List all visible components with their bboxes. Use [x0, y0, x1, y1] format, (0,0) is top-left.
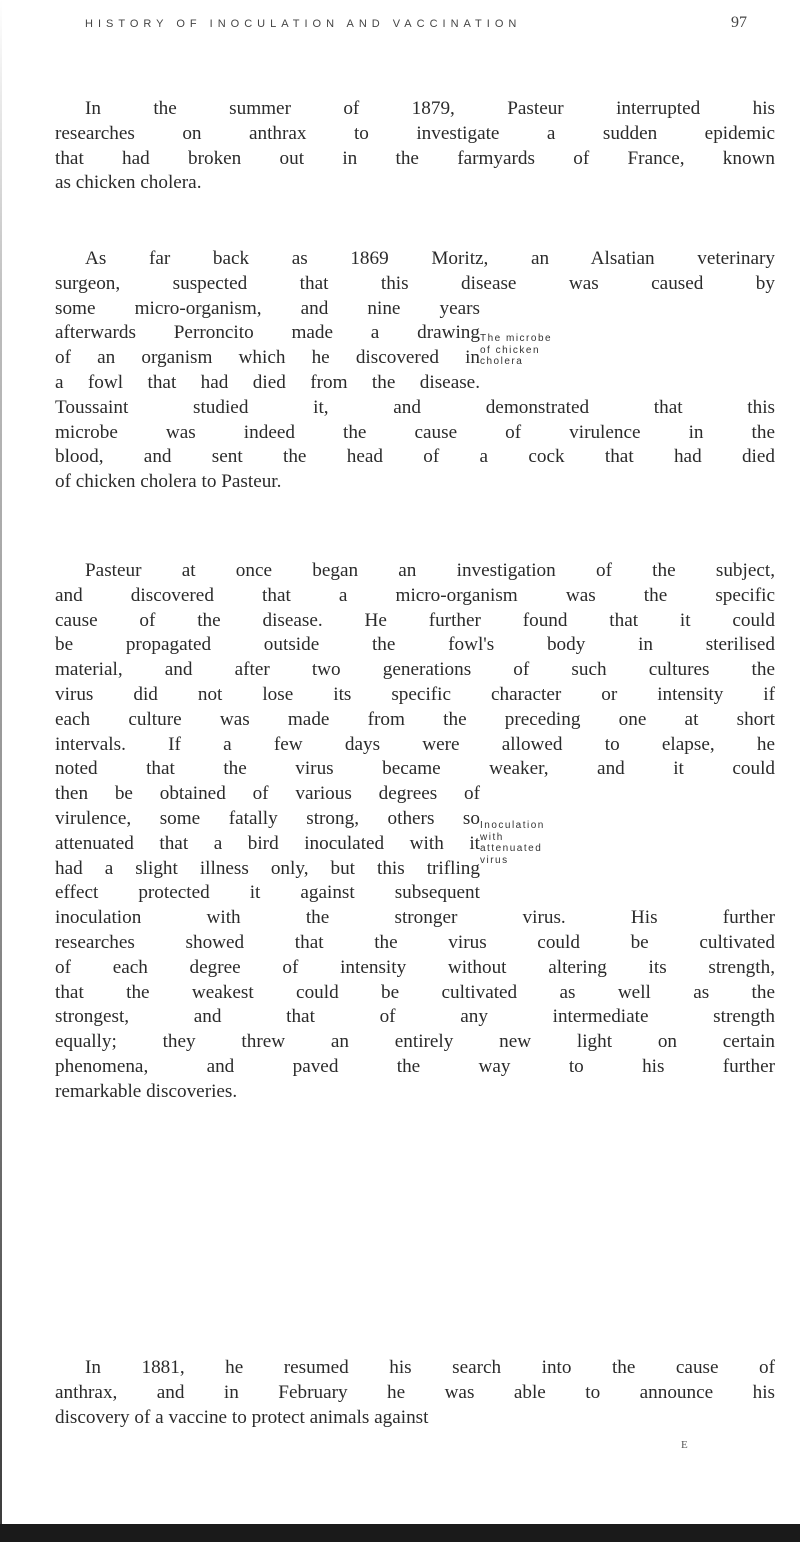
text-line: researches showed that the virus could be cultivated [55, 931, 775, 953]
text-line: equally; they threw an entirely new light on certain [55, 1031, 775, 1053]
page-bottom-edge [0, 1524, 800, 1542]
text-line: then be obtained of various degrees of [55, 783, 480, 805]
text-line: blood, and sent the head of a cock that had died [55, 446, 775, 468]
text-line: phenomena, and paved the way to his further [55, 1055, 775, 1077]
text-line: As far back as 1869 Moritz, an Alsatian veterinary [85, 248, 775, 269]
text-line: that had broken out in the farmyards of France, known [55, 147, 775, 169]
margin-note-line: Inoculation [480, 820, 545, 831]
margin-note-line: The microbe [480, 333, 553, 344]
text-line: of chicken cholera to Pasteur. [55, 471, 282, 493]
text-line: a fowl that had died from the disease. [55, 371, 480, 393]
text-line: Toussaint studied it, and demonstrated that this [55, 396, 775, 418]
text-line: cause of the disease. He further found that it could [55, 609, 775, 631]
margin-note-line: attenuated [480, 843, 543, 854]
margin-note-inoculation [480, 820, 600, 866]
text-line: In 1881, he resumed his search into the cause of [85, 1357, 775, 1378]
text-line: In the summer of 1879, Pasteur interrupted his [85, 98, 775, 119]
running-head: HISTORY OF INOCULATION AND VACCINATION [85, 18, 522, 30]
text-line: remarkable discoveries. [55, 1080, 238, 1102]
text-line: attenuated that a bird inoculated with it [55, 832, 480, 854]
text-line: researches on anthrax to investigate a sudden epidemic [55, 122, 775, 144]
text-line: microbe was indeed the cause of virulence in the [55, 421, 775, 443]
margin-note-line: cholera [480, 356, 524, 367]
margin-note-line: of chicken [480, 344, 541, 356]
text-line: had a slight illness only, but this trifling [55, 857, 480, 879]
text-line: surgeon, suspected that this disease was caused by [55, 272, 775, 294]
text-line: of each degree of intensity without altering its strength, [55, 956, 775, 978]
text-line: and discovered that a micro-organism was the specific [55, 584, 775, 606]
signature-mark: E [681, 1439, 688, 1451]
margin-note-line: with [480, 831, 504, 843]
text-line: of an organism which he discovered in [55, 347, 480, 369]
paragraph-1 [55, 97, 775, 196]
page-edge-shadow [0, 0, 2, 1542]
text-line: strongest, and that of any intermediate strength [55, 1006, 775, 1028]
margin-note-line: virus [480, 854, 509, 866]
text-line: be propagated outside the fowl's body in sterilised [55, 634, 775, 656]
text-line: that the weakest could be cultivated as well as the [55, 981, 775, 1003]
text-line: virulence, some fatally strong, others so [55, 807, 480, 829]
text-line: as chicken cholera. [55, 172, 202, 194]
margin-note-microbe [480, 333, 600, 368]
text-line: some micro-organism, and nine years [55, 297, 480, 319]
text-line: material, and after two generations of such cultures the [55, 659, 775, 681]
text-line: afterwards Perroncito made a drawing [55, 322, 480, 344]
paragraph-4 [55, 1356, 775, 1430]
text-line: inoculation with the stronger virus. His further [55, 907, 775, 929]
paragraph-2 [55, 247, 775, 495]
text-line: discovery of a vaccine to protect animals against [55, 1406, 429, 1428]
text-line: each culture was made from the preceding one at short [55, 708, 775, 730]
paragraph-3 [55, 559, 775, 1105]
text-line: effect protected it against subsequent [55, 882, 480, 904]
page-number: 97 [731, 14, 747, 31]
text-line: virus did not lose its specific character or intensity if [55, 683, 775, 705]
text-line: Pasteur at once began an investigation of the subject, [85, 560, 775, 581]
text-line: noted that the virus became weaker, and it could [55, 758, 775, 780]
text-line: anthrax, and in February he was able to announce his [55, 1381, 775, 1403]
text-line: intervals. If a few days were allowed to elapse, he [55, 733, 775, 755]
